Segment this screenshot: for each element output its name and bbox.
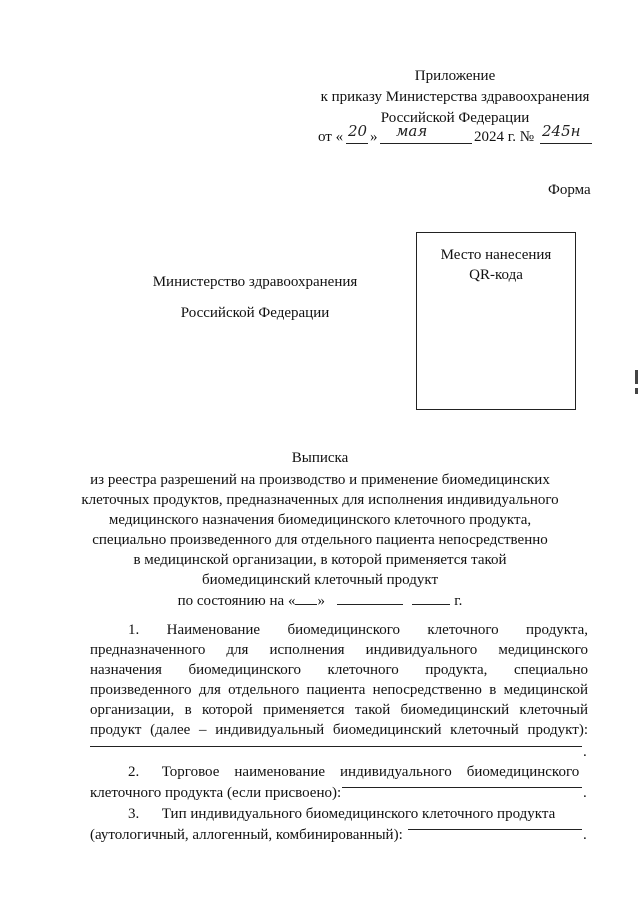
appendix-title: Приложение <box>414 68 496 84</box>
as-of-suffix: г. <box>454 593 463 609</box>
scan-edge-mark <box>635 370 638 384</box>
extract-heading: Выписка <box>291 450 349 466</box>
item-2-line-1: 2. Торговое наименование индивидуального биомедицинского <box>128 764 580 780</box>
item-1-line-4: произведенного для отдельного пациента непосредственно в медицинской <box>90 682 588 698</box>
extract-title-line-5: в медицинской организации, в которой применяется такой <box>133 552 507 568</box>
extract-title-line-2: клеточных продуктов, предназначенных для исполнения индивидуального <box>81 492 559 508</box>
date-mid: » <box>370 129 378 145</box>
form-label: Форма <box>548 182 591 198</box>
item-3-line-2: (аутологичный, аллогенный, комбинированный): . <box>90 827 587 843</box>
extract-title-line-4: специально произведенного для отдельного пациента непосредственно <box>92 532 548 548</box>
item-2 <box>90 762 588 803</box>
item-2-line-2-text: клеточного продукта (если присвоено): <box>90 785 342 801</box>
as-of-prefix: по состоянию на « <box>177 593 296 609</box>
qr-box-line-1: Место нанесения <box>440 247 552 263</box>
qr-box-line-2: QR-кода <box>469 267 523 283</box>
as-of-mid: » <box>317 593 325 609</box>
item-2-line-2: клеточного продукта (если присвоено): . <box>90 785 587 801</box>
extract-title-line-3: медицинского назначения биомедицинского клеточного продукта, <box>108 512 532 528</box>
extract-title-line-1: из реестра разрешений на производство и применение биомедицинских <box>90 472 550 488</box>
extract-title-line-6: биомедицинский клеточный продукт <box>201 572 438 588</box>
ministry-block <box>130 272 380 324</box>
qr-code-placeholder <box>416 232 576 410</box>
month-value: мая <box>396 122 428 140</box>
as-of-month-field <box>337 590 403 605</box>
trade-name-field <box>342 787 582 788</box>
ministry-line-2: Российской Федерации <box>180 305 330 321</box>
item-1-line-5: организации, в которой применяется такой биомедицинский клеточный <box>90 702 588 718</box>
item-1-line-3: назначения биомедицинского клеточного продукта, специально <box>90 662 588 678</box>
item-1 <box>90 620 588 760</box>
day-value: 20 <box>348 122 368 140</box>
item-3-line-2-text: (аутологичный, аллогенный, комбинированный): <box>90 827 403 843</box>
date-prefix: от « <box>318 129 344 145</box>
item-3-line-1: 3. Тип индивидуального биомедицинского клеточного продукта <box>128 806 556 822</box>
as-of-year-field <box>412 590 450 605</box>
item-1-line-1: 1. Наименование биомедицинского клеточного продукта, <box>128 622 588 638</box>
appendix-order-ref: к приказу Министерства здравоохранения <box>320 89 590 105</box>
item-1-answer-line: . <box>90 740 588 760</box>
ministry-line-1: Министерство здравоохранения <box>152 274 358 290</box>
product-type-field <box>408 829 582 830</box>
appendix-federation: Российской Федерации <box>380 110 530 126</box>
extract-title-block <box>60 448 580 611</box>
item-3 <box>90 804 588 845</box>
order-date-line <box>318 122 608 149</box>
scan-edge-mark <box>635 388 638 394</box>
item-1-line-6: продукт (далее – индивидуальный биомедицинский клеточный продукт): <box>90 722 588 738</box>
year-and-number-label: 2024 г. № <box>474 129 535 145</box>
number-value: 245н <box>542 122 581 140</box>
as-of-day-field <box>295 590 317 605</box>
item-1-line-2: предназначенного для исполнения индивидуального медицинского <box>90 642 588 658</box>
extract-as-of-line <box>60 590 580 611</box>
appendix-header <box>300 66 610 129</box>
